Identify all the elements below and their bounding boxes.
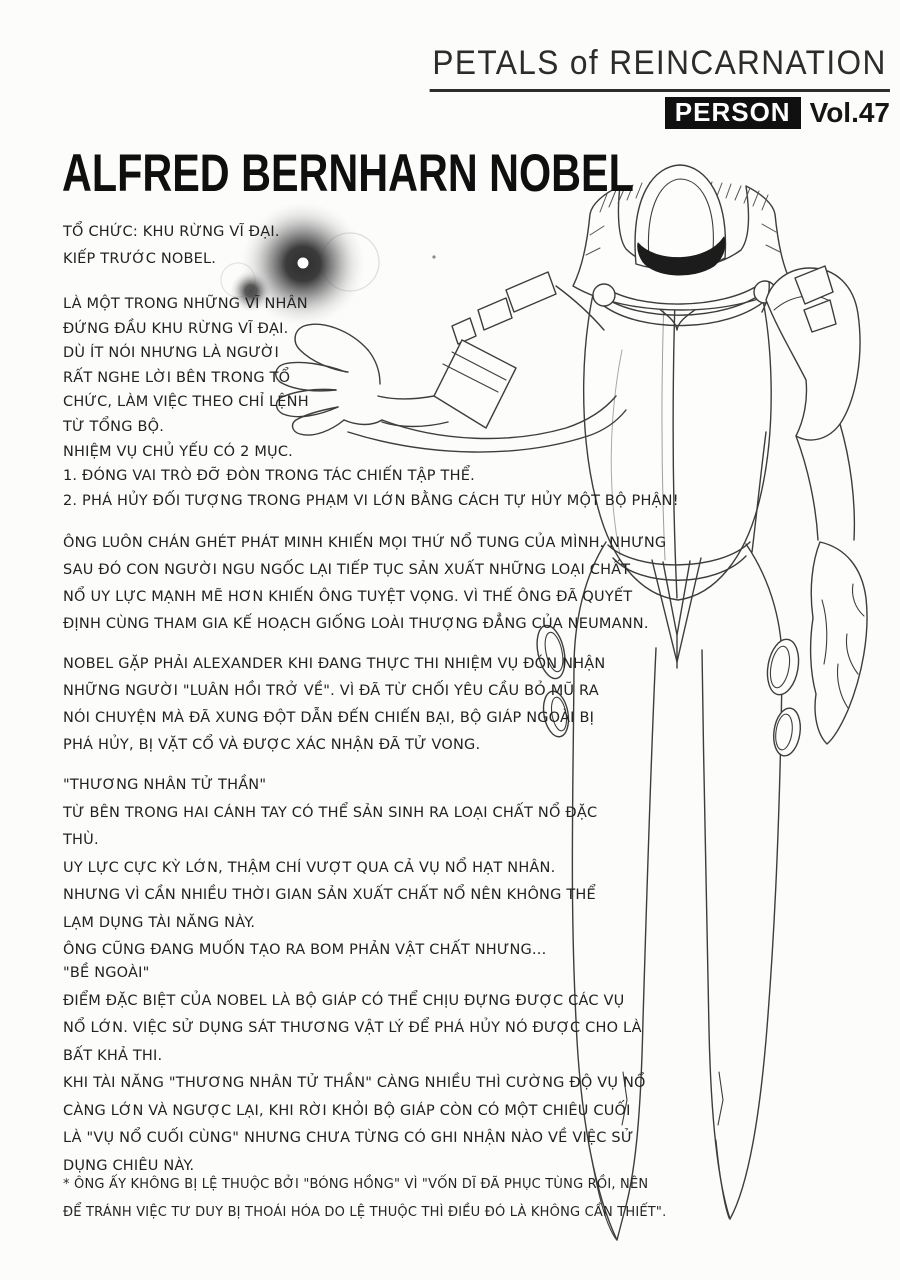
series-title: PETALS of REINCARNATION <box>430 44 890 92</box>
profile-paragraph-appearance <box>63 960 646 1180</box>
text-line: CHỨC, LÀM VIỆC THEO CHỈ LỆNH <box>63 394 309 411</box>
issue-badges <box>395 97 890 129</box>
profile-paragraph-backstory <box>63 530 666 638</box>
text-line: LÀ MỘT TRONG NHỮNG VĨ NHÂN <box>63 296 308 312</box>
text-line: THÙ. <box>63 832 99 848</box>
text-line: DÙ ÍT NÓI NHƯNG LÀ NGƯỜI <box>63 345 279 362</box>
text-line: NHỮNG NGƯỜI "LUÂN HỒI TRỞ VỀ". VÌ ĐÃ TỪ CHỐI YÊU CẦU BỎ MŨ RA <box>63 683 599 699</box>
profile-paragraph-organization <box>63 219 280 273</box>
text-line: * ÔNG ẤY KHÔNG BỊ LỆ THUỘC BỞI "BÓNG HỒNG" VÌ "VỐN DĨ ĐÃ PHỤC TÙNG RỒI, NÊN <box>63 1177 649 1192</box>
text-line: RẤT NGHE LỜI BÊN TRONG TỔ <box>63 369 291 386</box>
text-line: SAU ĐÓ CON NGƯỜI NGU NGỐC LẠI TIẾP TỤC SẢN XUẤT NHỮNG LOẠI CHẤT <box>63 562 631 578</box>
text-line: KHI TÀI NĂNG "THƯƠNG NHÂN TỬ THẦN" CÀNG NHIỀU THÌ CƯỜNG ĐỘ VỤ NỔ <box>63 1075 646 1091</box>
text-line: TỪ BÊN TRONG HAI CÁNH TAY CÓ THỂ SẢN SINH RA LOẠI CHẤT NỔ ĐẶC <box>63 804 598 821</box>
text-line: 1. ĐÓNG VAI TRÒ ĐỠ ĐÒN TRONG TÁC CHIẾN TẬP THỂ. <box>63 468 475 485</box>
text-line: UY LỰC CỰC KỲ LỚN, THẬM CHÍ VƯỢT QUA CẢ VỤ NỔ HẠT NHÂN. <box>63 859 556 876</box>
text-line: NOBEL GẶP PHẢI ALEXANDER KHI ĐANG THỰC THI NHIỆM VỤ ĐÓN NHẬN <box>63 656 606 672</box>
text-line: LẠM DỤNG TÀI NĂNG NÀY. <box>63 914 256 931</box>
right-hand <box>811 542 867 744</box>
text-line: CÀNG LỚN VÀ NGƯỢC LẠI, KHI RỜI KHỎI BỘ GIÁP CÒN CÓ MỘT CHIÊU CUỐI <box>63 1102 631 1119</box>
character-name: ALFRED BERNHARN NOBEL <box>62 144 634 203</box>
profile-paragraph-defeat <box>63 651 605 759</box>
text-line: ĐỊNH CÙNG THAM GIA KẾ HOẠCH GIỐNG LOÀI THƯỢNG ĐẲNG CỦA NEUMANN. <box>63 616 649 632</box>
person-badge: PERSON <box>665 97 801 129</box>
text-line: ĐIỂM ĐẶC BIỆT CỦA NOBEL LÀ BỘ GIÁP CÓ THỂ CHỊU ĐỰNG ĐƯỢC CÁC VỤ <box>63 992 625 1009</box>
text-line: "BỀ NGOÀI" <box>63 965 150 981</box>
text-line: NỔ LỚN. VIỆC SỬ DỤNG SÁT THƯƠNG VẬT LÝ ĐỂ PHÁ HỦY NÓ ĐƯỢC CHO LÀ <box>63 1020 642 1036</box>
profile-paragraph-merchant-of-death <box>63 772 597 965</box>
page-header <box>395 44 890 129</box>
text-line: TỪ TỔNG BỘ. <box>63 418 165 435</box>
text-line: 2. PHÁ HỦY ĐỐI TƯỢNG TRONG PHẠM VI LỚN BẰNG CÁCH TỰ HỦY MỘT BỘ PHẬN! <box>63 492 679 509</box>
text-line: LÀ "VỤ NỔ CUỐI CÙNG" NHƯNG CHƯA TỪNG CÓ GHI NHẬN NÀO VỀ VIỆC SỬ <box>63 1130 634 1146</box>
text-line: ĐỨNG ĐẦU KHU RỪNG VĨ ĐẠI. <box>63 320 289 337</box>
text-line: NÓI CHUYỆN MÀ ĐÃ XUNG ĐỘT DẪN ĐẾN CHIẾN BẠI, BỘ GIÁP NGOÀI BỊ <box>63 710 595 726</box>
text-line: DỤNG CHIÊU NÀY. <box>63 1157 195 1174</box>
text-line: NHIỆM VỤ CHỦ YẾU CÓ 2 MỤC. <box>63 443 293 460</box>
text-line: ÔNG CŨNG ĐANG MUỐN TẠO RA BOM PHẢN VẬT CHẤT NHƯNG... <box>63 942 547 958</box>
text-line: PHÁ HỦY, BỊ VẶT CỔ VÀ ĐƯỢC XÁC NHẬN ĐÃ TỬ VONG. <box>63 737 481 753</box>
text-line: BẤT KHẢ THI. <box>63 1047 163 1064</box>
dome-helmet <box>635 165 725 275</box>
profile-paragraph-role <box>63 292 679 513</box>
text-line: ÔNG LUÔN CHÁN GHÉT PHÁT MINH KHIẾN MỌI THỨ NỔ TUNG CỦA MÌNH. NHƯNG <box>63 535 667 551</box>
text-line: TỔ CHỨC: KHU RỪNG VĨ ĐẠI. <box>63 224 280 240</box>
text-line: NỔ UY LỰC MẠNH MẼ HƠN KHIẾN ÔNG TUYỆT VỌNG. VÌ THẾ ÔNG ĐÃ QUYẾT <box>63 589 633 605</box>
profile-footnote <box>63 1171 666 1227</box>
text-line: "THƯƠNG NHÂN TỬ THẦN" <box>63 777 267 793</box>
text-line: NHƯNG VÌ CẦN NHIỀU THỜI GIAN SẢN XUẤT CHẤT NỔ NÊN KHÔNG THỂ <box>63 887 596 903</box>
text-line: ĐỂ TRÁNH VIỆC TƯ DUY BỊ THOÁI HÓA DO LỆ THUỘC THÌ ĐIỀU ĐÓ LÀ KHÔNG CẦN THIẾT". <box>63 1205 667 1220</box>
text-line: KIẾP TRƯỚC NOBEL. <box>63 251 217 267</box>
volume-label: Vol.47 <box>809 97 890 128</box>
